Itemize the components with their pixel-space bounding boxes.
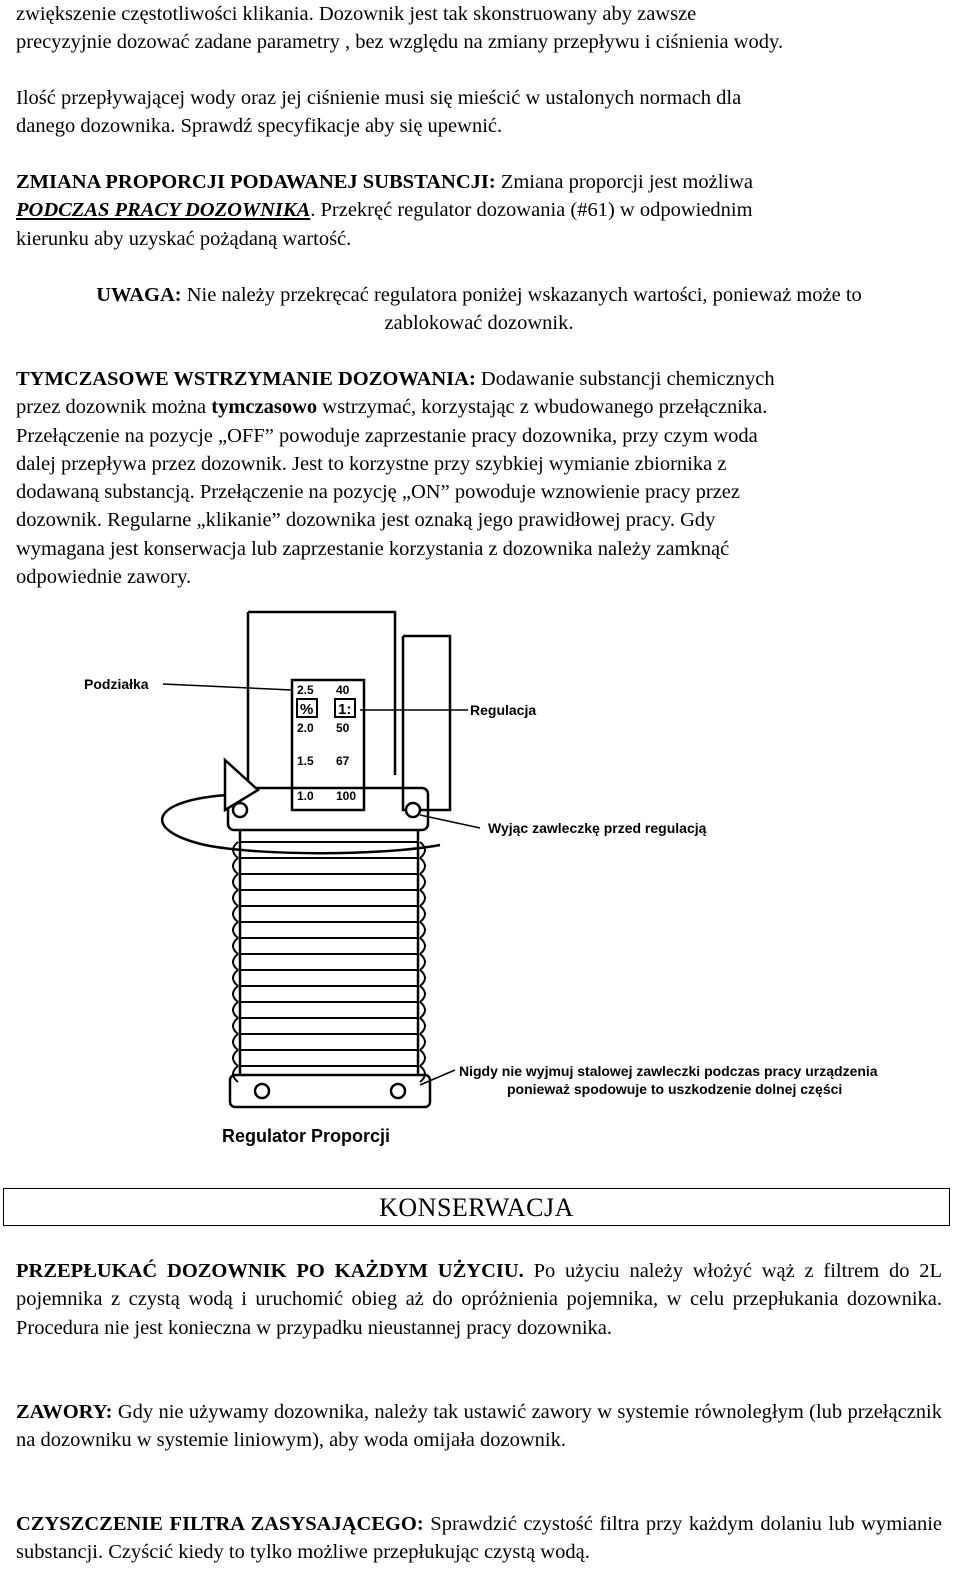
temporary-stop-line-8: odpowiednie zawory. <box>16 566 192 589</box>
temporary-stop-text-3: wstrzymać, korzystając z wbudowanego przełącznika. <box>317 396 768 419</box>
proportion-change-line-3: kierunku aby uzyskać pożądaną wartość. <box>16 227 352 250</box>
temporary-stop-bold: tymczasowo <box>211 396 318 419</box>
regulation-window-frame <box>403 636 450 810</box>
body-rib <box>233 970 425 986</box>
flush-text: Po użyciu należy włożyć wąż z filtrem do 2L pojemnika z czystą wodą i uruchomić obieg aż do opróżnienia pojemnika, w celu przepłukania dozownika. Procedura nie jest konieczna w przypadku nieustannej pracy dozownika. <box>16 1260 942 1339</box>
body-rib <box>233 890 425 906</box>
body-rib <box>233 954 425 970</box>
flow-note-line-1: Ilość przepływającej wody oraz jej ciśnienie musi się mieścić w ustalonych normach dla <box>16 87 742 109</box>
proportion-change-emphasis: PODCZAS PRACY DOZOWNIKA <box>16 199 311 222</box>
base-screw-left <box>255 1084 269 1098</box>
warning-line-2: zablokować dozownik. <box>384 312 574 335</box>
proportion-change-text-2: . Przekręć regulator dozowania (#61) w odpowiednim <box>310 199 753 222</box>
valves-paragraph <box>16 1398 942 1455</box>
body-rib <box>233 874 425 890</box>
temporary-stop-text-1: Dodawanie substancji chemicznych <box>475 368 775 390</box>
temporary-stop-line-6: dozownik. Regularne „klikanie” dozownika jest oznaką jego prawidłowej pracy. Gdy <box>16 509 716 532</box>
body-ribs <box>233 842 425 1082</box>
body-rib <box>233 922 425 938</box>
body-rib <box>233 1002 425 1018</box>
body-rib <box>233 1018 425 1034</box>
rotation-arrow-ring <box>162 795 440 853</box>
scale-left-value-1: 2.5 <box>297 683 314 697</box>
label-adjust: Regulacja <box>470 702 537 718</box>
flow-note-line-2: danego dozownika. Sprawdź specyfikacje aby się upewnić. <box>16 115 503 138</box>
temporary-stop-line-4: dalej przepływa przez dozownik. Jest to korzystne przy szybkiej wymianie zbiornika z <box>16 452 727 475</box>
intro-line-1: zwiększenie częstotliwości klikania. Dozownik jest tak skonstruowany aby zawsze <box>16 3 697 25</box>
scale-right-value-3: 67 <box>336 754 350 768</box>
valves-text: Gdy nie używamy dozownika, należy tak ustawić zawory w systemie równoległym (lub przełącznik na dozowniku w systemie liniowym), aby woda omijała dozownik. <box>16 1401 942 1452</box>
temporary-stop-line-7: wymagana jest konserwacja lub zaprzestanie korzystania z dozownika należy zamknąć <box>16 537 730 560</box>
temporary-stop-line-3: Przełączenie na pozycje „OFF” powoduje zaprzestanie pracy dozownika, przy czym woda <box>16 424 758 447</box>
temporary-stop-text-2: przez dozownik można <box>16 396 212 419</box>
temporary-stop-heading: TYMCZASOWE WSTRZYMANIE DOZOWANIA: <box>16 368 476 390</box>
maintenance-title-box <box>3 1188 950 1226</box>
label-steel-pin-line-2: ponieważ spodowuje to uszkodzenie dolnej części <box>507 1081 843 1097</box>
label-steel-pin-line-1: Nigdy nie wyjmuj stalowej zawleczki podczas pracy urządzenia <box>459 1063 878 1079</box>
body-rib <box>233 1034 425 1050</box>
collar-screw-right <box>406 803 420 817</box>
warning-heading: UWAGA: <box>96 284 182 306</box>
body-rib <box>233 858 425 874</box>
body-rib <box>233 1050 425 1066</box>
filter-text: Sprawdzić czystość filtra przy każdym dolaniu lub wymianie substancji. Czyścić kiedy to tylko możliwe przepłukując czystą wodą. <box>16 1513 943 1564</box>
body-rib <box>233 986 425 1002</box>
figure-caption: Regulator Proporcji <box>222 1126 391 1146</box>
proportion-change-heading: ZMIANA PROPORCJI PODAWANEJ SUBSTANCJI: <box>16 171 496 193</box>
flush-heading: PRZEPŁUKAĆ DOZOWNIK PO KAŻDYM UŻYCIU. <box>16 1260 524 1282</box>
body-rib <box>233 906 425 922</box>
scale-right-value-4: 100 <box>336 789 357 803</box>
upper-housing-outline <box>248 612 395 775</box>
temporary-stop-line-5: dodawaną substancją. Przełączenie na pozycję „ON” powoduje wznowienie pracy przez <box>16 481 740 504</box>
maintenance-title: KONSERWACJA <box>379 1193 574 1222</box>
label-remove-pin: Wyjąc zawleczkę przed regulacją <box>488 820 707 836</box>
scale-leader-line <box>163 684 292 690</box>
label-scale: Podziałka <box>84 676 149 692</box>
scale-left-value-4: 1.0 <box>297 789 314 803</box>
warning-text-1: Nie należy przekręcać regulatora poniżej wskazanych wartości, ponieważ może to <box>181 284 862 306</box>
percent-symbol: % <box>300 701 314 718</box>
scale-left-value-2: 2.0 <box>297 721 314 735</box>
base-screw-right <box>391 1084 405 1098</box>
proportion-change-text-1: Zmiana proporcji jest możliwa <box>495 171 754 193</box>
body-rib <box>233 938 425 954</box>
collar-screw-left <box>233 803 247 817</box>
valves-heading: ZAWORY: <box>16 1401 113 1423</box>
flush-paragraph <box>16 1257 942 1342</box>
filter-heading: CZYSZCZENIE FILTRA ZASYSAJĄCEGO: <box>16 1513 424 1535</box>
ratio-symbol: 1: <box>338 701 352 718</box>
filter-paragraph <box>16 1510 942 1567</box>
scale-right-value-1: 40 <box>336 683 350 697</box>
intro-line-2: precyzyjnie dozować zadane parametry , bez względu na zmiany przepływu i ciśnienia wody. <box>16 31 784 54</box>
scale-left-value-3: 1.5 <box>297 754 314 768</box>
scale-right-value-2: 50 <box>336 721 350 735</box>
